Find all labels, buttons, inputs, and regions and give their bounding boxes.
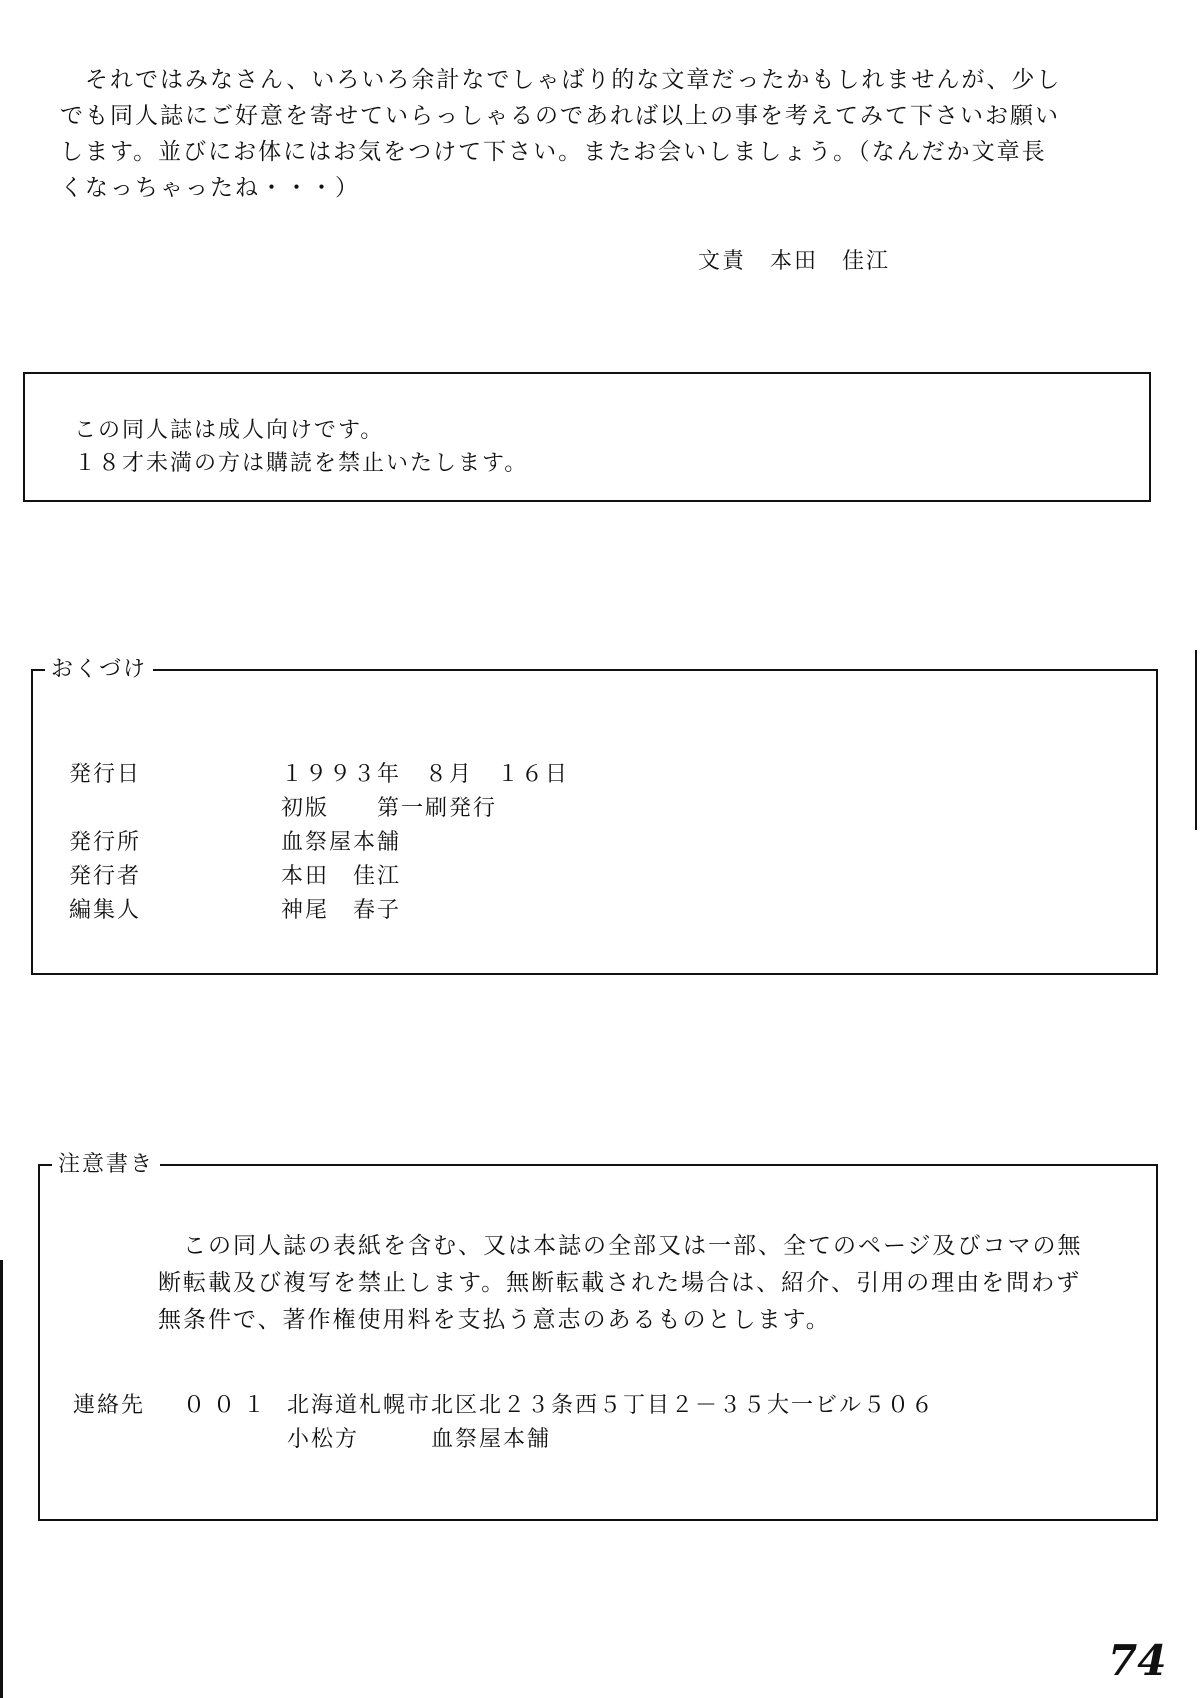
notice-legend: 注意書き [52,1151,160,1179]
age-warning-line: １８才未満の方は購読を禁止いたします。 [74,451,529,476]
colophon-label [69,789,281,823]
colophon-legend: おくづけ [45,656,153,684]
notice-body [158,1228,1158,1339]
intro-text [60,62,1130,206]
scan-edge-line-right [1195,650,1197,830]
colophon-row [69,857,569,891]
colophon-label: 発行所 [69,829,142,855]
notice-line: 無条件で、著作権使用料を支払う意志のあるものとします。 [158,1307,831,1333]
contact-row [73,1389,935,1423]
colophon-value: 本田 佳江 [281,863,402,889]
contact-row [73,1423,935,1457]
contact-care-of: 小松方 血祭屋本舗 [287,1427,552,1452]
colophon-row [69,789,569,823]
colophon-label: 発行日 [69,761,142,787]
signature: 文責 本田 佳江 [698,249,891,274]
intro-line: でも同人誌にご好意を寄せていらっしゃるのであれば以上の事を考えてみて下さいお願い [60,103,1060,129]
contact-zip: ００１ [183,1393,274,1418]
notice-line: 断転載及び複写を禁止します。無断転載された場合は、紹介、引用の理由を問わず [158,1270,1082,1296]
scan-edge-line-left [0,1260,3,1698]
colophon-box [31,657,1158,975]
contact-indent [73,1423,287,1457]
age-warning-box [23,372,1151,502]
colophon-label: 発行者 [69,863,142,889]
colophon-row [69,891,569,925]
colophon-value: 神尾 春子 [281,897,402,923]
notice-line: この同人誌の表紙を含む、又は本誌の全部又は一部、全てのページ及びコマの無 [158,1233,1083,1259]
colophon-value: 初版 第一刷発行 [281,795,498,821]
intro-line: それではみなさん、いろいろ余計なでしゃばり的な文章だったかもしれませんが、少し [60,67,1062,93]
contact-address: 北海道札幌市北区北２３条西５丁目２－３５大一ビル５０６ [287,1393,936,1418]
intro-line: くなっちゃったね・・・） [60,175,360,201]
page-number: 74 [1108,1636,1167,1685]
colophon-table [69,755,569,925]
notice-box [38,1152,1158,1521]
contact-label: 連絡先 [73,1393,146,1418]
colophon-value: 血祭屋本舗 [281,829,402,855]
colophon-label: 編集人 [69,897,142,923]
colophon-row [69,823,569,857]
contact-info [73,1389,935,1457]
age-warning-line: この同人誌は成人向けです。 [74,418,385,443]
colophon-row [69,755,569,789]
colophon-value: １９９３年 ８月 １６日 [281,761,570,787]
intro-line: します。並びにお体にはお気をつけて下さい。またお会いしましょう。（なんだか文章長 [60,139,1047,165]
